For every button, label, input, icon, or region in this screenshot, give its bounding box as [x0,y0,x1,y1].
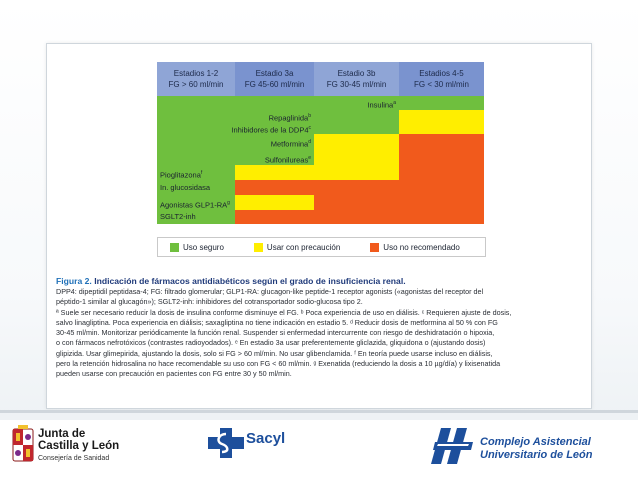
legend-label-caution: Usar con precaución [266,242,341,252]
status-cell [399,180,484,195]
status-cell [157,134,235,150]
legend [157,237,486,257]
status-cell [235,180,314,195]
legend-swatch-safe [170,243,179,252]
drug-note-marker: b [308,113,311,119]
drug-label [160,198,230,211]
header-stage-4-5-fg: FG < 30 ml/min [414,80,469,89]
jcyl-name [38,428,119,452]
status-cell [399,134,484,150]
drug-name: Inhibidores de la DDP4 [231,125,309,135]
header-stage-3a [235,62,314,96]
header-stage-3a-title: Estadio 3a [255,69,294,78]
legend-swatch-not-recommended [370,243,379,252]
legend-item-not-recommended [370,243,460,252]
status-cell [314,210,399,224]
drug-name: In. glucosidasa [160,182,211,192]
caption-note-line-4: o con fármacos nefrotóxicos (contrastes radioyodados). ᵉ En estadio 3a usar preferentemente gliclazida, gliquidona o (ajustando dosis) [56,338,486,348]
drug-name: Pioglitazona [160,170,201,179]
header-stage-4-5-title: Estadios 4-5 [419,69,464,78]
cau-leon-logo-icon [425,426,477,466]
drug-note-marker: f [200,169,203,176]
caption-note-line-2: salvo linagliptina. Poca experiencia en diálisis; saxagliptina no tiene indicación en estadio 5. ᵈ Reducir dosis de metformina al 50 % con FG [56,317,498,327]
legend-item-safe [170,243,224,252]
drug-name: Insulina [367,100,394,110]
status-cell [399,195,484,210]
drug-label [160,183,210,193]
status-cell [314,134,399,150]
status-cell [235,195,314,210]
status-cell [314,180,399,195]
drug-note-marker: c [308,125,311,131]
legend-label-safe: Uso seguro [183,242,224,252]
drug-name: Metformina [270,139,309,149]
drug-name: Repaglinida [268,113,309,123]
cau-line-2: Universitario de León [480,449,593,461]
header-stage-4-5 [399,62,484,96]
figure-title: Indicación de fármacos antidiabéticos según el grado de insuficiencia renal. [94,276,406,286]
drug-label [271,137,311,150]
jcyl-coat-of-arms-icon [12,425,34,465]
drug-label [367,98,396,111]
drug-note-marker: e [308,154,311,161]
jcyl-line-1: Junta de [38,428,86,440]
status-cell [314,195,399,210]
sacyl-name: Sacyl [246,430,286,447]
legend-swatch-caution [254,243,263,252]
status-cell [235,96,314,110]
figure-label: Figura 2. [56,276,92,286]
drug-label [265,153,311,166]
cau-line-1: Complejo Asistencial [480,436,591,448]
caption-note-line-3: 30-45 ml/min. Monitorizar periódicamente la función renal. Suspender si enfermedad intercurrente con riesgo de deshidratación o hipoxia, [56,328,495,338]
drug-note-marker: g [227,199,230,206]
drug-label [160,168,202,181]
figure-caption-title [56,276,406,286]
jcyl-line-2: Castilla y León [38,440,120,452]
status-cell [235,210,314,224]
status-cell [314,110,399,122]
header-stage-3b-fg: FG 30-45 ml/min [326,80,387,89]
status-cell [399,96,484,110]
legend-item-caution [254,243,340,252]
cau-leon-name [480,436,592,462]
drug-note-marker: d [308,139,311,145]
drug-label [160,212,196,222]
caption-note-line-7: pueden usarse con precaución en pacientes con FG entre 30 y 50 ml/min. [56,369,292,379]
legend-label-not-recommended: Uso no recomendado [383,242,460,252]
sacyl-logo-icon [208,428,244,458]
status-cell [314,165,399,180]
header-stage-1-2-fg: FG > 60 ml/min [168,80,224,89]
caption-note-line-6: pero la retención hidrosalina no hace recomendable su uso con FG < 60 ml/min. ᵍ Exenatida (reduciendo la dosis a 10 µg/día) y lixisenatida [56,359,501,369]
status-cell [235,165,314,180]
header-stage-1-2-title: Estadios 1-2 [173,69,219,78]
footer-divider [0,410,638,413]
caption-abbrev-line-1: DPP4: dipeptidil peptidasa-4; FG: filtrado glomerular; GLP1-RA: glucagon-like peptide-1 receptor agonists («agonistas del receptor del [56,287,484,296]
drug-name: Sulfonilureas [264,155,309,164]
drug-name: SGLT2-inh [160,212,196,221]
status-cell [157,110,235,122]
status-cell [157,122,235,134]
status-cell [157,96,235,110]
status-cell [157,150,235,165]
status-cell [314,150,399,165]
header-stage-3a-fg: FG 45-60 ml/min [244,80,305,89]
status-cell [314,122,399,134]
figure-caption-body [56,287,584,380]
status-cell [399,110,484,122]
caption-note-line-5: glipizida. Usar glimepirida, ajustando la dosis, solo si FG > 60 ml/min. No usar glibenclamida. ᶠ En teoría puede usarse incluso en diálisis, [56,348,493,358]
caption-note-line-1: ª Suele ser necesario reducir la dosis de insulina conforme disminuye el FG. ᵇ Poca experiencia de uso en diálisis. ᶜ Requieren ajuste de dosis, [56,307,512,317]
drug-name: Agonistas GLP1-RA [160,200,228,209]
header-stage-3b-title: Estadio 3b [337,69,376,78]
renal-drug-table [157,62,484,257]
jcyl-department: Consejería de Sanidad [38,455,110,462]
status-cell [399,210,484,224]
drug-note-marker: a [393,100,396,106]
status-cell [399,165,484,180]
header-stage-1-2 [157,62,235,96]
status-cell [399,122,484,134]
status-cell [399,150,484,165]
caption-abbrev-line-2: péptido-1 similar al glucagón»); SGLT2-inh: inhibidores del cotransportador sodio-glucosa tipo 2. [56,297,363,307]
header-stage-3b [314,62,399,96]
